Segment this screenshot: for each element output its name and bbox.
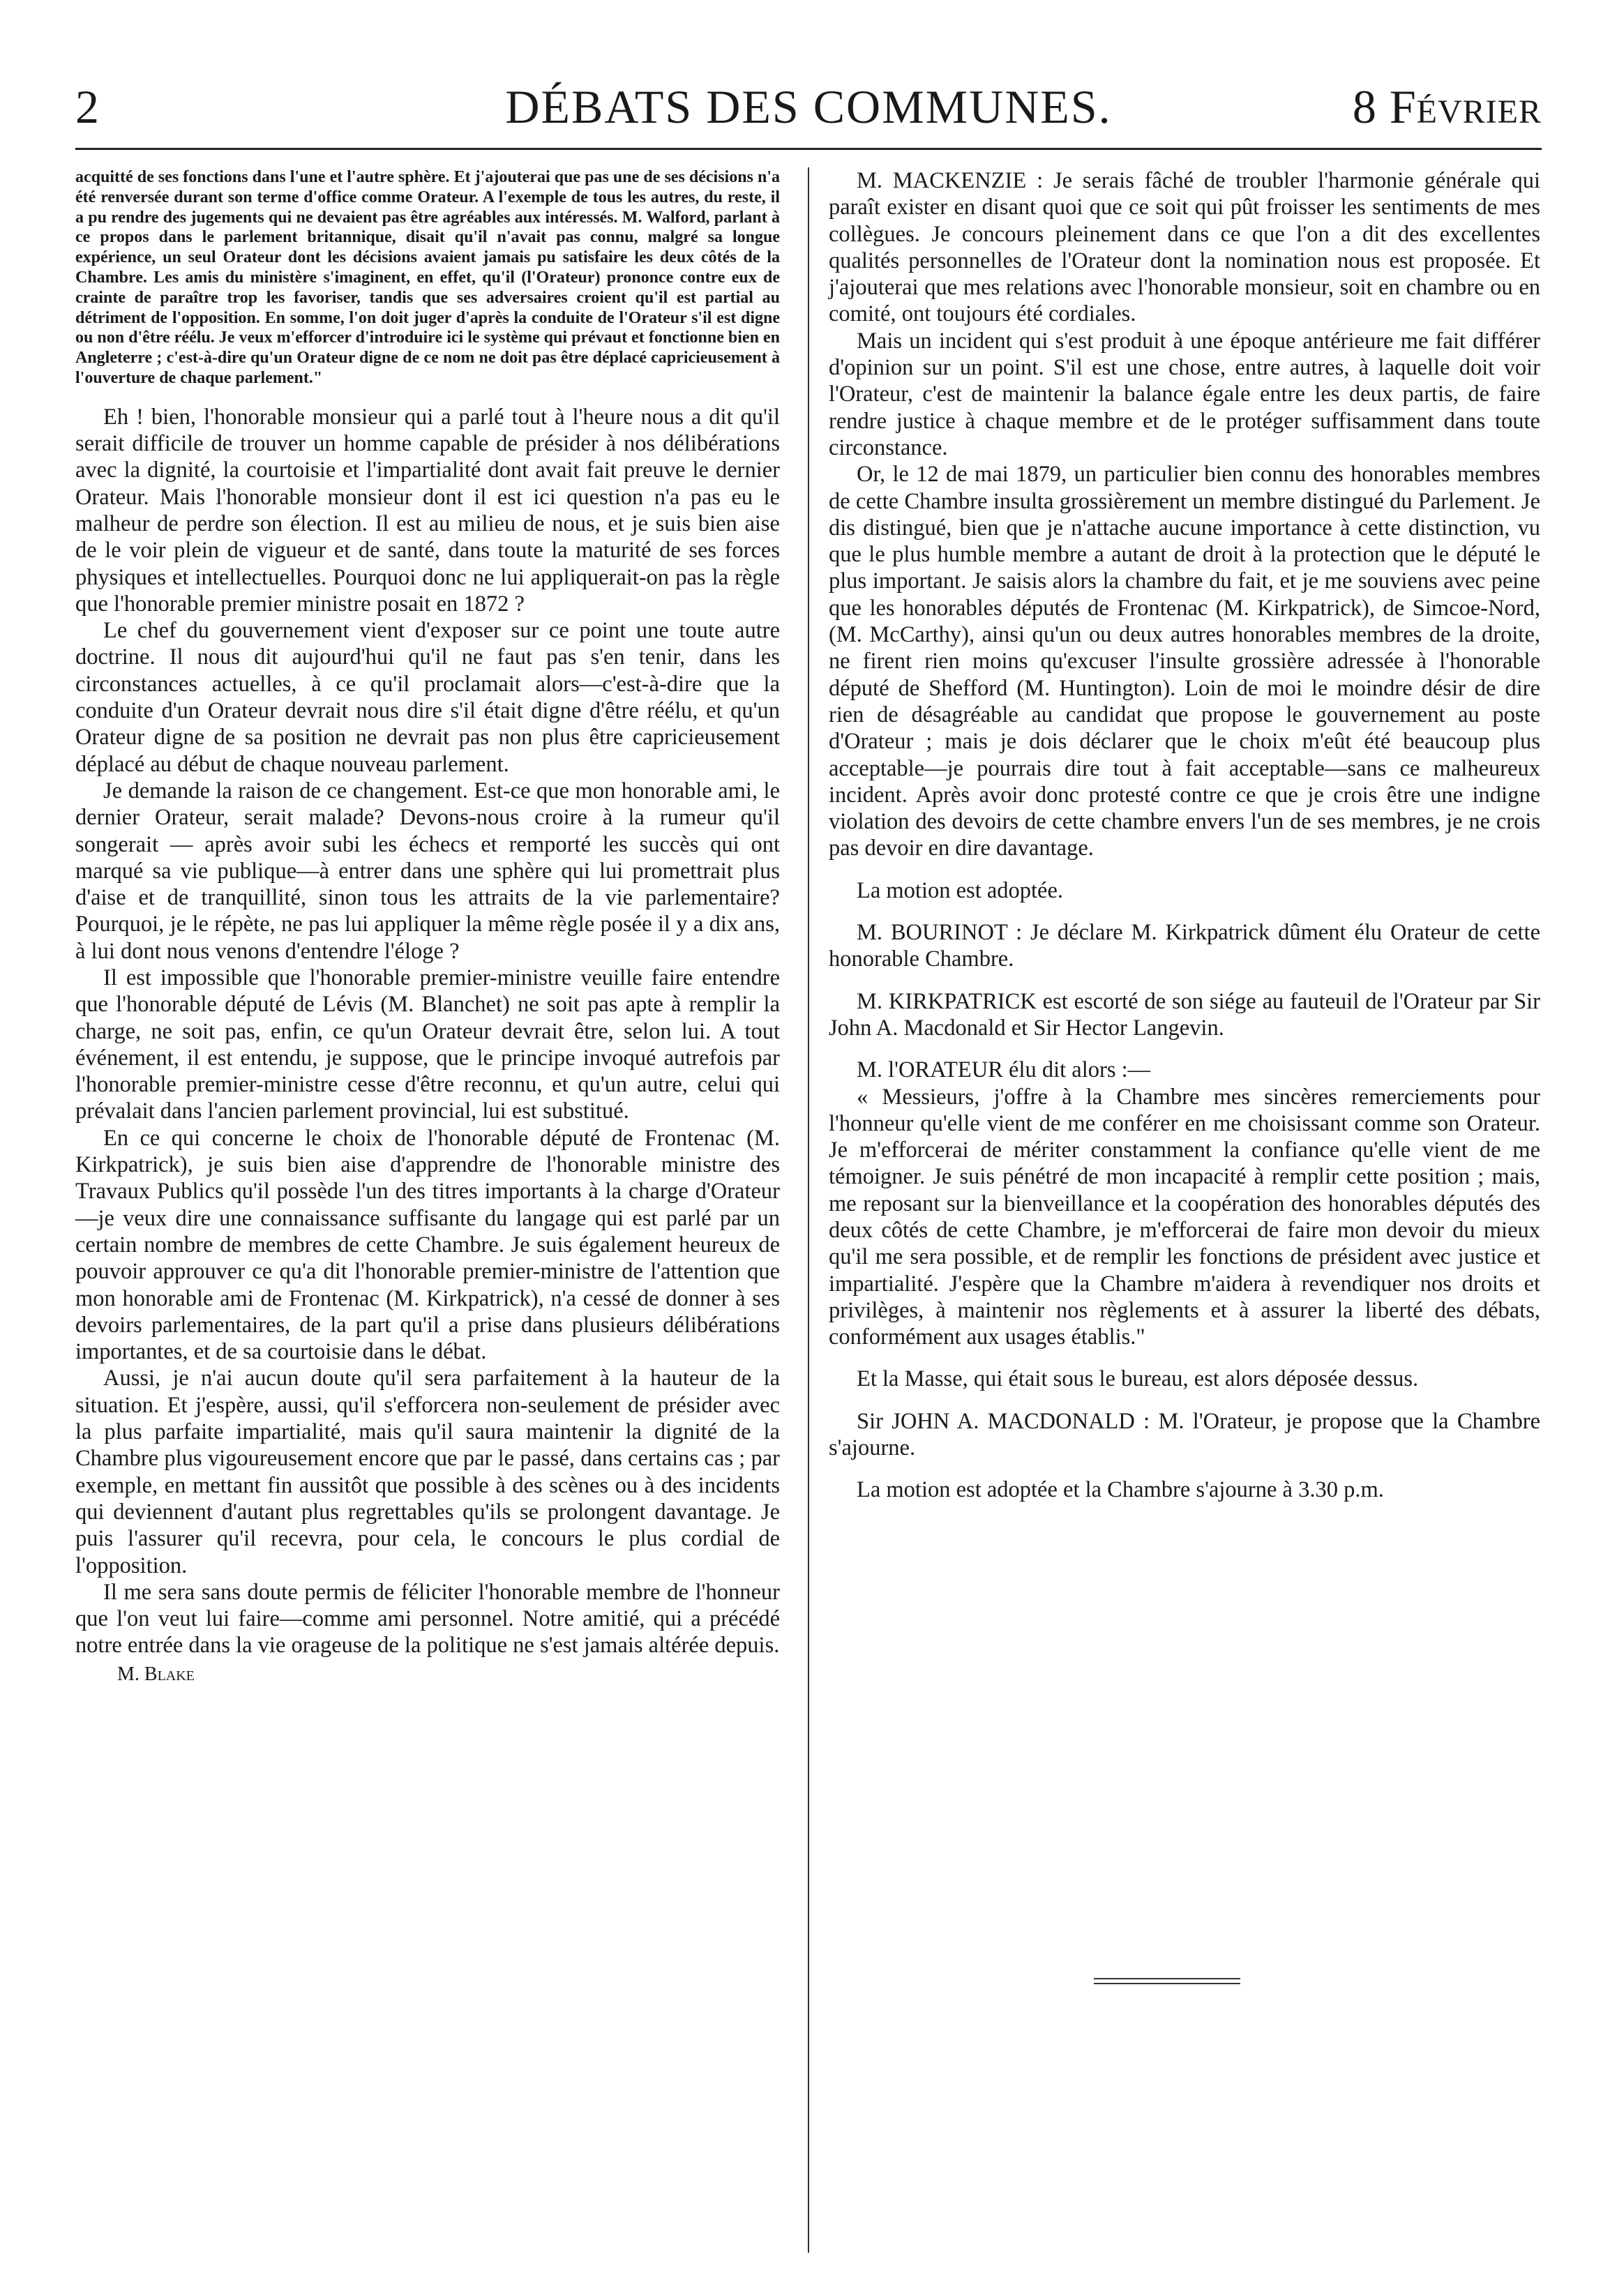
end-rule — [1094, 1983, 1240, 1984]
paragraph: Mais un incident qui s'est produit à une époque antérieure me fait différer d'opinion sur un point. S'il est une chose, entre autres, à laquelle doit voir l'Orateur, c'est de maintenir la balance égale entre les deux partis, de faire rendre justice à chaque membre et de le protéger suffisamment dans toute circonstance. — [829, 328, 1540, 460]
paragraph: Le chef du gouvernement vient d'exposer sur ce point une toute autre doctrine. Il nous dit aujourd'hui qu'il ne faut pas s'en tenir, dans les circonstances actuelles, à ce qu'il proclamait alors—c'est-à-dire que la conduite d'un Orateur devrait nous dire s'il était digne d'être réélu, et qu'un Orateur digne de sa position ne devrait pas non plus être capricieusement déplacé au début de chaque nouveau parlement. — [75, 618, 780, 777]
speech-bourinot: M. BOURINOT : Je déclare M. Kirkpatrick dûment élu Orateur de cette honorable Chambre. — [829, 920, 1540, 972]
page-number: 2 — [75, 80, 100, 133]
paragraph: En ce qui concerne le choix de l'honorable député de Frontenac (M. Kirkpatrick), je suis bien aise d'apprendre de l'honorable ministre des Travaux Publics qu'il possède l'un des titres importants à la charge d'Orateur—je veux dire une connaissance suffisante du langage qui est parlé par un certain nombre de membres de cette Chambre. Je suis également heureux de pouvoir approuver ce qu'a dit l'honorable premier-ministre de l'attention que mon honorable ami de Frontenac (M. Kirkpatrick), n'a cessé de donner à ses devoirs parlementaires, de la part qu'il a prise dans plusieurs délibérations importantes, et de sa courtoisie dans le débat. — [75, 1125, 780, 1365]
header-rule — [75, 148, 1542, 150]
mace-placed: Et la Masse, qui était sous le bureau, est alors déposée dessus. — [857, 1366, 1419, 1392]
speech-macdonald: Sir JOHN A. MACDONALD : M. l'Orateur, je propose que la Chambre s'ajourne. — [829, 1408, 1540, 1461]
end-rule — [1094, 1978, 1240, 1979]
paragraph: Il est impossible que l'honorable premier-ministre veuille faire entendre que l'honorable député de Lévis (M. Blanchet) ne soit pas apte à remplir la charge, ne soit pas, enfin, ce qu'un Orateur devrait être, selon lui. A tout événement, il est entendu, je suppose, que le principe invoqué autrefois par l'honorable premier-ministre cesse d'être reconnu, et qu'un autre, celui qui prévalait dans l'ancien parlement provincial, lui est substitué. — [75, 965, 780, 1124]
speech-mackenzie: M. MACKENZIE : Je serais fâché de troubler l'harmonie générale qui paraît exister en disant quoi que ce soit qui pût froisser les sentiments de mes collègues. Je concours pleinement dans ce que l'on a dit des excellentes qualités personnelles de l'Orateur dont la nomination nous est proposée. Et j'ajouterai que mes relations avec l'honorable monsieur, soit en chambre ou en comité, ont toujours été cordiales. — [829, 168, 1540, 327]
paragraph: Il me sera sans doute permis de féliciter l'honorable membre de l'honneur que l'on veut lui faire—comme ami personnel. Notre amitié, qui a précédé notre entrée dans la vie orageuse de la politique ne s'est jamais altérée depuis. — [75, 1579, 780, 1659]
speaker-address: « Messieurs, j'offre à la Chambre mes sincères remerciements pour l'honneur qu'elle vient de me conférer en me choisissant comme son Orateur. Je m'efforcerai de mériter constamment la confiance qu'elle vient de me témoigner. Je suis pénétré de mon incapacité à remplir cette position ; mais, me reposant sur la bienveillance et la coopération des honorables députés des deux côtés de cette Chambre, je m'efforcerai de faire mon devoir du mieux qu'il me sera possible, et de remplir les fonctions de président avec justice et impartialité. J'espère que la Chambre m'aidera à revendiquer nos droits et privilèges, à maintenir nos règlements et à assurer la liberté des débats, conformément aux usages établis." — [829, 1084, 1540, 1350]
speaker-elected: M. l'ORATEUR élu dit alors :— — [857, 1057, 1151, 1083]
motion-adopted: La motion est adoptée. — [857, 877, 1064, 903]
running-title: DÉBATS DES COMMUNES. — [505, 80, 1112, 133]
adjournment: La motion est adoptée et la Chambre s'ajourne à 3.30 p.m. — [857, 1477, 1384, 1503]
kirkpatrick-escorted: M. KIRKPATRICK est escorté de son siége au fauteuil de l'Orateur par Sir John A. Macdonald et Sir Hector Langevin. — [829, 988, 1540, 1041]
paragraph: Eh ! bien, l'honorable monsieur qui a parlé tout à l'heure nous a dit qu'il serait difficile de trouver un homme capable de présider à nos délibérations avec la dignité, la courtoisie et l'impartialité dont avait fait preuve le dernier Orateur. Mais l'honorable monsieur dont il est ici question n'a pas eu le malheur de perdre son élection. Il est au milieu de nous, et je suis bien aise de le voir plein de vigueur et de santé, dans toute la maturité de ses forces physiques et intellectuelles. Pourquoi donc ne lui appliquerait-on pas la règle que l'honorable premier ministre posait en 1872 ? — [75, 404, 780, 617]
quoted-passage: acquitté de ses fonctions dans l'une et l'autre sphère. Et j'ajouterai que pas une de ses décisions n'a été renversée durant son terme d'office comme Orateur. A l'exemple de tous les autres, du reste, il a pu rendre des jugements qui ne devaient pas être agréables aux intéressés. M. Walford, parlant à ce propos dans le parlement britannique, disait qu'il n'avait pas connu, malgré sa longue expérience, un seul Orateur dont les décisions avaient jamais pu satisfaire les deux côtés de la Chambre. Les amis du ministère s'imaginent, en effet, qu'il (l'Orateur) prononce contre eux de crainte de paraître trop les favoriser, tandis que ses adversaires croient qu'il est partial au détriment de l'opposition. En somme, l'on doit juger d'après la conduite de l'Orateur s'il est digne ou non d'être réélu. Je veux m'efforcer d'introduire ici le système qui prévaut et fonctionne bien en Angleterre ; c'est-à-dire qu'un Orateur digne de ce nom ne doit pas être déplacé capricieusement à l'ouverture de chaque parlement." — [75, 168, 780, 387]
speaker-signature: M. Blake — [117, 1663, 195, 1685]
running-date: 8 Février — [1352, 80, 1542, 133]
paragraph: Aussi, je n'ai aucun doute qu'il sera parfaitement à la hauteur de la situation. Et j'espère, aussi, qu'il s'efforcera non-seulement de présider avec la plus parfaite impartialité, mais qu'il saura maintenir la dignité de la Chambre plus vigoureusement encore que par le passé, dans certains cas ; par exemple, en mettant fin aussitôt que possible à des scènes ou à des incidents qui deviennent d'autant plus regrettables qu'ils se prolongent davantage. Je puis l'assurer qu'il recevra, pour cela, le concours le plus cordial de l'opposition. — [75, 1366, 780, 1578]
running-header — [75, 75, 1542, 138]
paragraph: Je demande la raison de ce changement. Est-ce que mon honorable ami, le dernier Orateur, serait malade? Devons-nous croire à la rumeur qu'il songerait — après avoir subi les échecs et remporté les succès qui ont marqué sa vie publique—à entrer dans une sphère qui lui promettrait plus d'aise et de tranquillité, sinon tous les attraits de la vie parlementaire? Pourquoi, je le répète, ne pas lui appliquer la même règle posée il y a dix ans, à lui dont nous venons d'entendre l'éloge ? — [75, 778, 780, 964]
paragraph: Or, le 12 de mai 1879, un particulier bien connu des honorables membres de cette Chambre insulta grossièrement un membre distingué du Parlement. Je dis distingué, bien que je n'attache aucune importance à cette distinction, vu que le plus humble membre a autant de droit à la protection que le député le plus important. Je saisis alors la chambre du fait, et je me souviens avec peine que les honorables députés de Frontenac (M. Kirkpatrick), de Simcoe-Nord, (M. McCarthy), ainsi qu'un ou deux autres honorables membres de la droite, ne firent rien moins qu'excuser l'insulte grossière adressée à l'honorable député de Shefford (M. Huntington). Loin de moi le moindre désir de dire rien de désagréable au candidat que propose le gouvernement au poste d'Orateur ; mais je dois déclarer que le choix m'eût été beaucoup plus acceptable—je pourrais dire tout à fait acceptable—sans ce malheureux incident. Après avoir donc protesté contre ce que je crois être une indigne violation des devoirs de cette chambre envers l'un de ses membres, je ne crois pas devoir en dire davantage. — [829, 462, 1540, 861]
left-column — [75, 167, 780, 1687]
right-column — [829, 167, 1540, 1504]
column-divider — [808, 167, 809, 2253]
